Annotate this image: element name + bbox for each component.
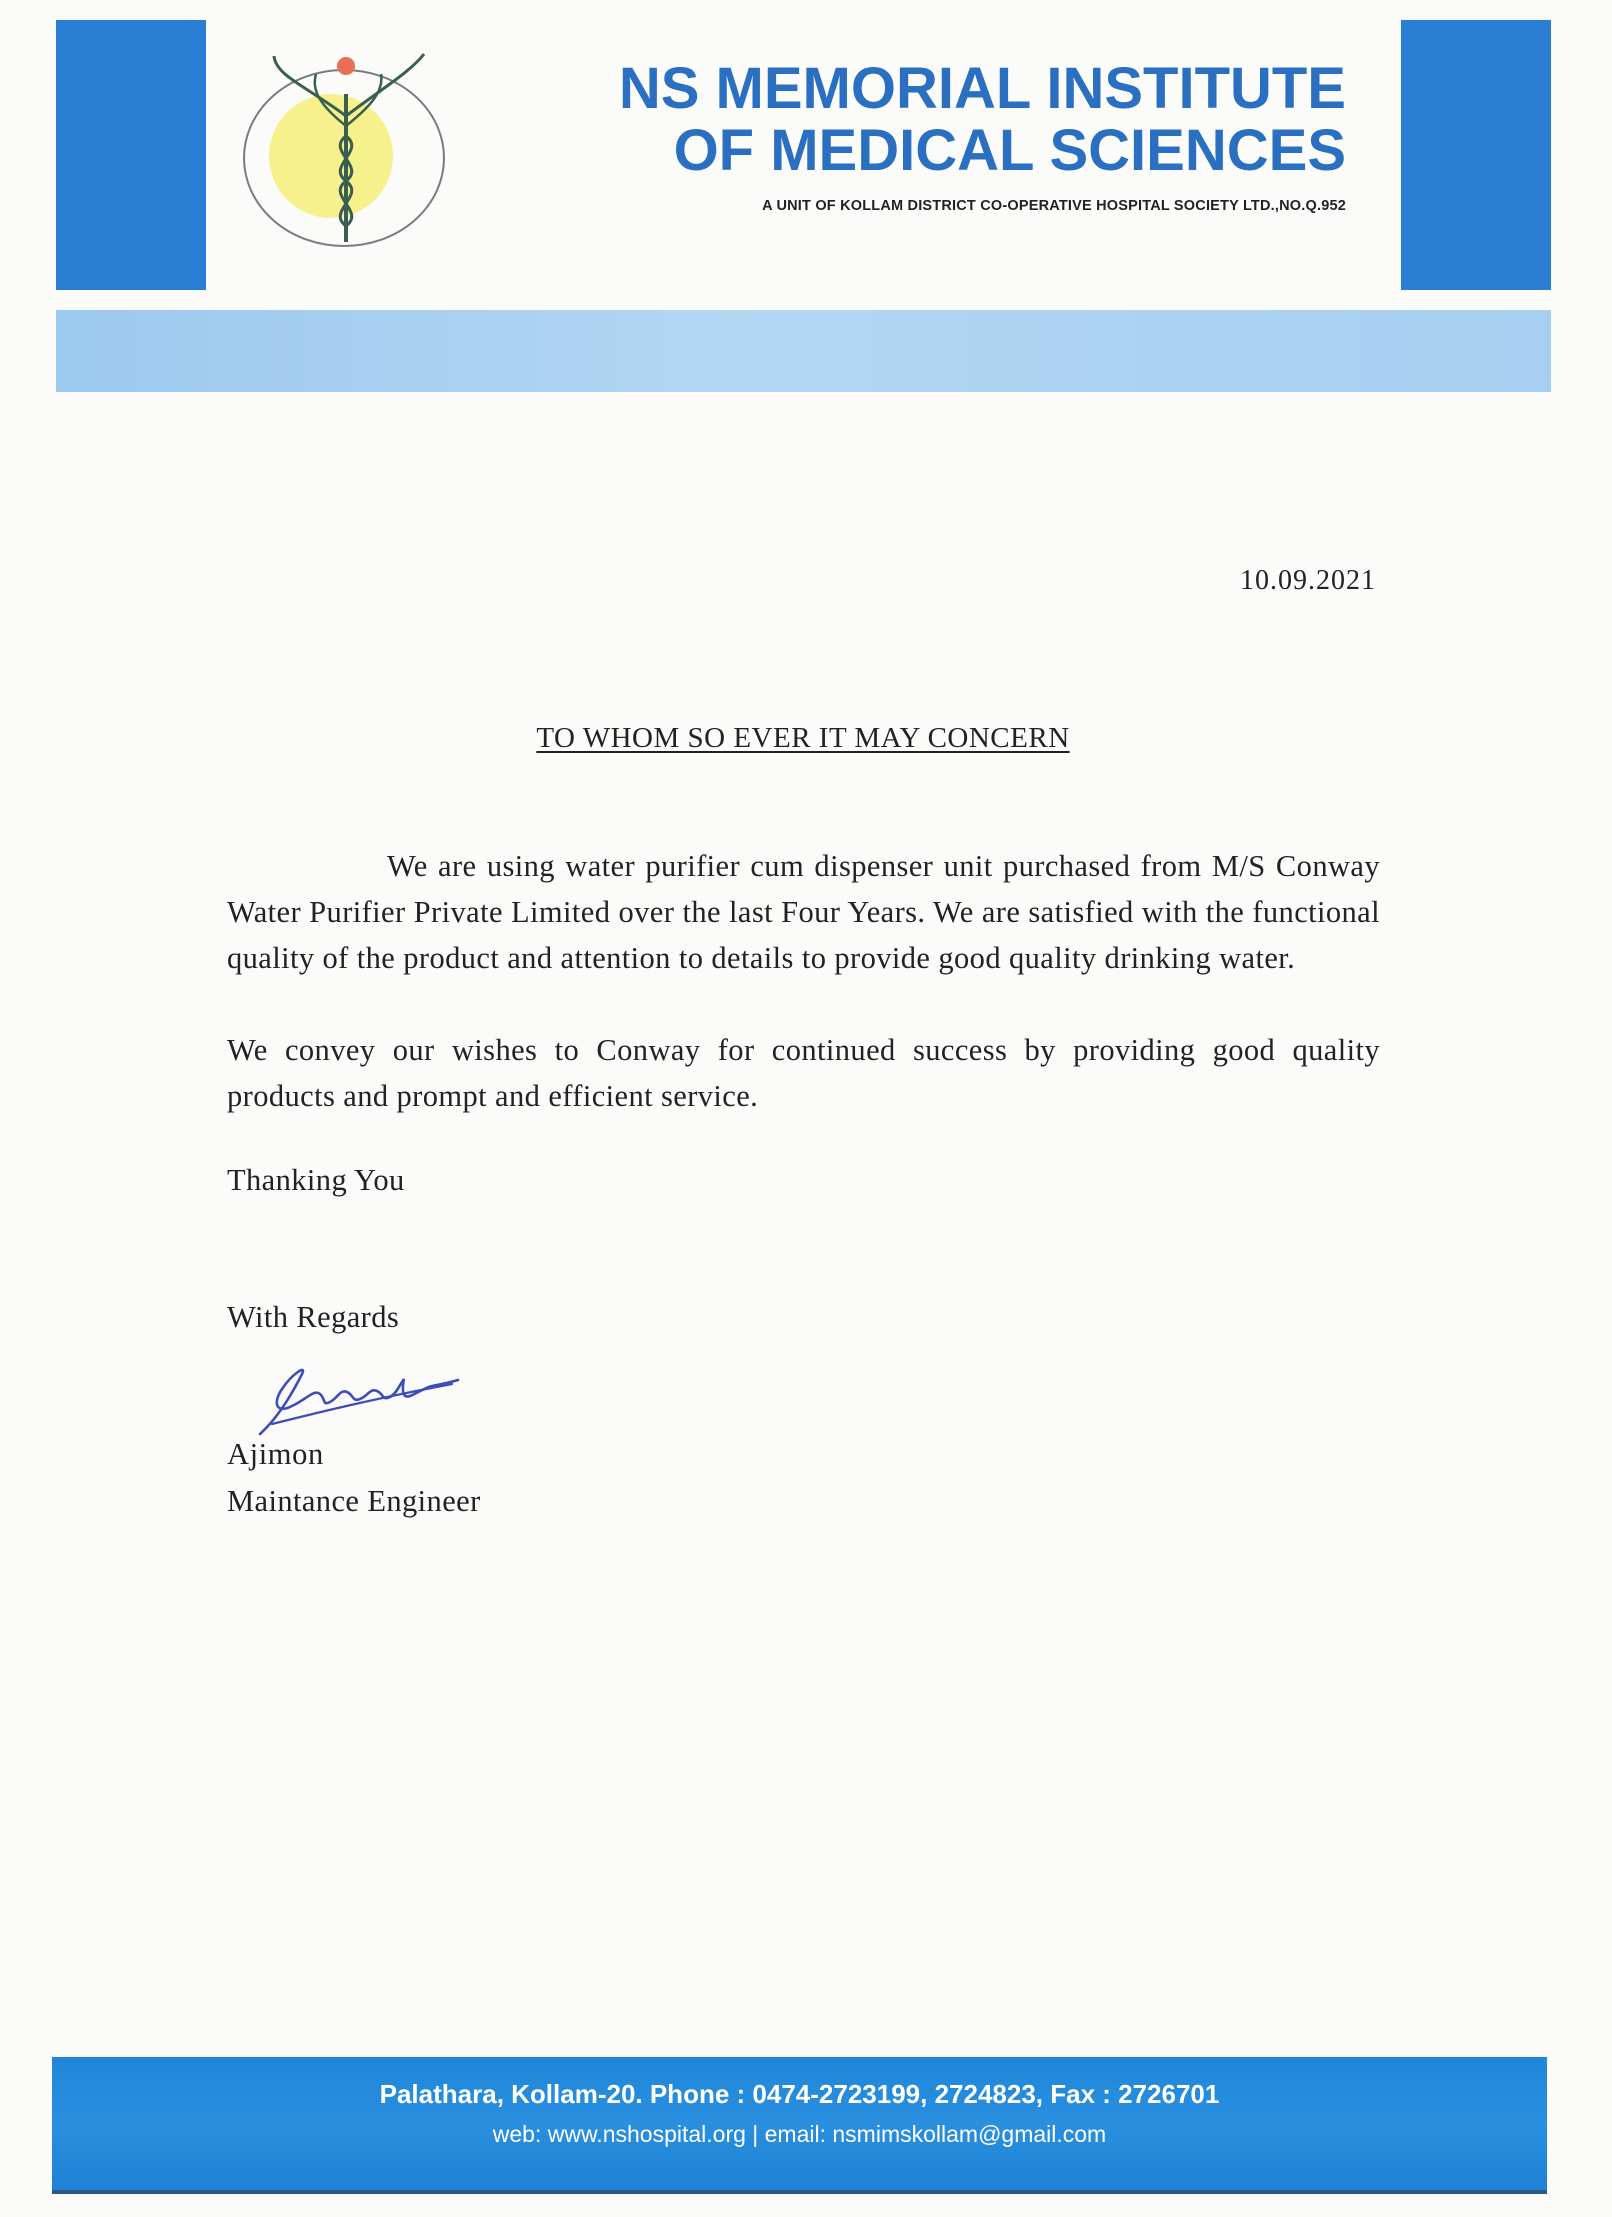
letter-closing: Thanking You (227, 1163, 405, 1197)
header-right-block (1401, 20, 1551, 290)
letter-subject-text: TO WHOM SO EVER IT MAY CONCERN (536, 722, 1070, 754)
header-band (56, 310, 1551, 392)
institute-name-line2: OF MEDICAL SCIENCES (673, 118, 1346, 183)
footer-contact: web: www.nshospital.org | email: nsmimskollam@gmail.com (492, 2121, 1107, 2147)
footer-edge (52, 2190, 1547, 2194)
footer-band (52, 2057, 1547, 2190)
institute-name-line1: NS MEMORIAL INSTITUTE (618, 56, 1346, 121)
letter-paragraph-1: We are using water purifier cum dispenser unit purchased from M/S Conway Water Purifier Private Limited over the last Four Years. We are satisfied with the functional quality of the product and attention to details to provide good quality drinking water. (227, 849, 1380, 975)
letter-regards: With Regards (227, 1300, 400, 1334)
footer-address: Palathara, Kollam-20. Phone : 0474-2723199, 2724823, Fax : 2726701 (379, 2079, 1220, 2109)
letter-subject (200, 722, 1406, 755)
header-left-block (56, 20, 206, 290)
letter-paragraph-2: We convey our wishes to Conway for continued success by providing good quality products and prompt and efficient service. (227, 1033, 1380, 1113)
letter-date: 10.09.2021 (1240, 565, 1376, 596)
caduceus-logo-icon (236, 46, 456, 256)
handwritten-signature (252, 1344, 462, 1444)
institute-name (560, 58, 1346, 182)
institute-unit-text: A UNIT OF KOLLAM DISTRICT CO-OPERATIVE HOSPITAL SOCIETY LTD.,NO.Q.952 (762, 198, 1346, 214)
signer-name: Ajimon (227, 1437, 324, 1471)
signer-title: Maintance Engineer (227, 1484, 481, 1518)
